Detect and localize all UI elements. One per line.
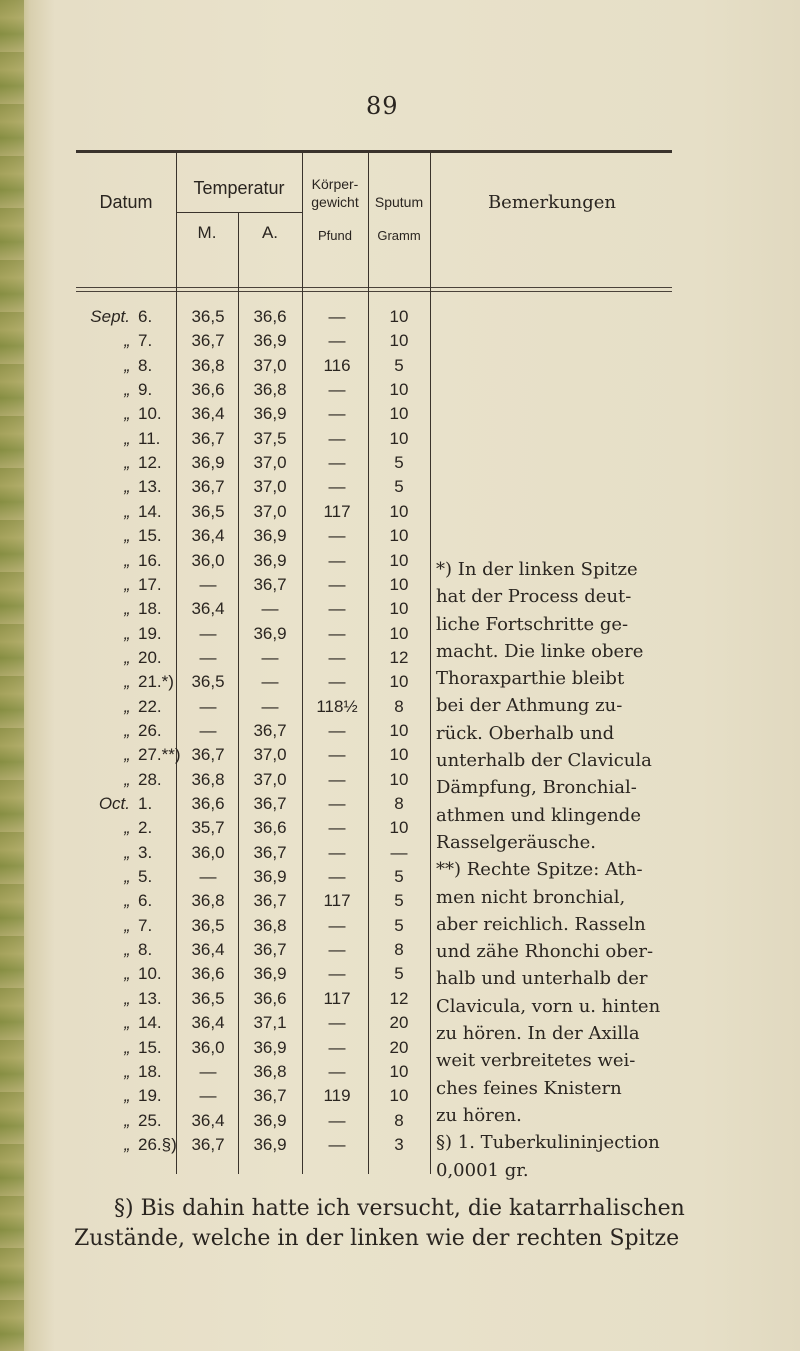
row-gewicht: —	[328, 1013, 346, 1033]
row-gewicht: —	[328, 307, 346, 326]
header-gewicht-unit: Pfund	[318, 228, 352, 243]
table-top-rule	[76, 150, 672, 153]
row-gewicht: 117	[323, 501, 351, 521]
row-month: „	[124, 1013, 130, 1033]
table-row	[0, 426, 800, 452]
row-temp-m: 36,7	[191, 1134, 225, 1154]
row-sputum: 10	[389, 1086, 409, 1106]
row-temp-m: 36,8	[191, 355, 225, 375]
row-temp-m: 36,0	[191, 1037, 225, 1057]
remarks-column	[436, 556, 682, 1184]
row-month: „	[124, 599, 130, 619]
row-month: „	[124, 696, 130, 716]
row-sputum: —	[390, 842, 408, 862]
row-sputum: 10	[389, 526, 409, 546]
row-temp-m: 36,9	[191, 453, 225, 473]
header-temp-m: M.	[197, 223, 217, 242]
row-temp-m: —	[199, 720, 217, 740]
row-month: Oct.	[98, 794, 130, 813]
row-sputum: 10	[389, 380, 409, 400]
row-temp-m: 36,4	[191, 404, 225, 424]
row-day: 15.	[138, 1037, 162, 1057]
row-temp-m: 36,4	[191, 599, 225, 619]
row-month: „	[124, 1110, 130, 1130]
row-temp-m: 36,5	[191, 501, 225, 521]
remark-line: und zähe Rhonchi ober-	[436, 941, 654, 963]
row-day: 12.	[138, 453, 162, 473]
row-sputum: 10	[389, 550, 409, 570]
row-day: 6.	[138, 891, 153, 911]
row-day: 9.	[138, 380, 153, 400]
row-gewicht: —	[328, 867, 346, 887]
row-month: „	[124, 818, 130, 838]
row-temp-m: 36,5	[191, 672, 225, 692]
row-gewicht: —	[328, 453, 346, 473]
header-bemerkungen: Bemerkungen	[487, 192, 617, 213]
row-day: 27.**)	[138, 745, 181, 765]
row-day: 8.	[138, 940, 153, 960]
row-gewicht: —	[328, 818, 346, 838]
row-gewicht: 119	[323, 1086, 351, 1106]
row-month: „	[124, 331, 130, 351]
row-day: 18.	[138, 1061, 162, 1081]
row-temp-a: 36,9	[253, 404, 287, 424]
row-temp-a: 36,7	[253, 720, 287, 740]
row-month: „	[124, 404, 130, 424]
row-gewicht: —	[328, 964, 346, 984]
row-month: „	[124, 940, 130, 960]
row-temp-m: 36,6	[191, 964, 225, 984]
remark-line: men nicht bronchial,	[436, 886, 626, 908]
row-temp-a: 36,7	[253, 1086, 287, 1106]
row-month: „	[124, 769, 130, 789]
row-gewicht: —	[328, 745, 346, 765]
row-temp-a: 37,0	[253, 501, 287, 521]
row-day: 25.	[138, 1110, 162, 1130]
row-temp-a: 37,0	[253, 769, 287, 789]
row-temp-m: —	[199, 574, 217, 594]
remark-line: liche Fortschritte ge-	[436, 613, 629, 635]
header-gewicht-line1: Körper-	[311, 176, 359, 192]
row-temp-m: —	[199, 1086, 217, 1106]
row-temp-m: 36,4	[191, 1110, 225, 1130]
row-day: 26.§)	[138, 1134, 177, 1154]
remark-line: hat der Process deut-	[436, 586, 632, 608]
row-gewicht: —	[328, 672, 346, 692]
remark-line: zu hören. In der Axilla	[436, 1023, 640, 1045]
row-gewicht: 116	[323, 355, 351, 375]
remark-line: weit verbreitetes wei-	[436, 1050, 636, 1072]
row-sputum: 10	[389, 599, 409, 619]
table-row	[0, 328, 800, 354]
footnote-line: §) Bis dahin hatte ich versucht, die katarrhalischen	[114, 1196, 685, 1221]
remark-line: bei der Athmung zu-	[436, 695, 623, 717]
row-month: „	[124, 647, 130, 667]
row-sputum: 10	[389, 428, 409, 448]
header-separator-rule	[76, 287, 672, 288]
row-gewicht: —	[328, 574, 346, 594]
row-gewicht: —	[328, 623, 346, 643]
row-temp-m: 36,0	[191, 550, 225, 570]
row-gewicht: 118½	[316, 696, 358, 716]
remark-line: halb und unterhalb der	[436, 968, 648, 990]
row-temp-a: —	[261, 672, 279, 692]
row-month: „	[124, 428, 130, 448]
row-gewicht: —	[328, 647, 346, 667]
row-temp-a: 36,7	[253, 842, 287, 862]
row-day: 1.	[138, 794, 153, 813]
row-month: „	[124, 355, 130, 375]
row-temp-a: 36,7	[253, 891, 287, 911]
row-sputum: 10	[389, 331, 409, 351]
row-day: 17.	[138, 574, 162, 594]
row-sputum: 5	[394, 867, 404, 887]
row-temp-m: —	[199, 867, 217, 887]
row-day: 2.	[138, 818, 153, 838]
row-temp-m: 36,5	[191, 307, 225, 326]
row-temp-m: 35,7	[191, 818, 225, 838]
row-month: „	[124, 891, 130, 911]
row-day: 7.	[138, 331, 153, 351]
row-gewicht: —	[328, 404, 346, 424]
row-gewicht: —	[328, 526, 346, 546]
row-temp-a: 36,8	[253, 915, 287, 935]
row-temp-a: 36,7	[253, 574, 287, 594]
row-gewicht: —	[328, 794, 346, 813]
page-number: 89	[366, 92, 399, 120]
row-sputum: 3	[394, 1134, 404, 1154]
remark-line: rück. Oberhalb und	[436, 722, 615, 744]
header-sputum: Sputum	[374, 194, 424, 210]
row-gewicht: —	[328, 550, 346, 570]
row-month: „	[124, 842, 130, 862]
row-day: 16.	[138, 550, 162, 570]
row-temp-m: 36,5	[191, 915, 225, 935]
row-month: „	[124, 1061, 130, 1081]
row-temp-m: 36,4	[191, 1013, 225, 1033]
row-temp-m: 36,8	[191, 769, 225, 789]
row-day: 28.	[138, 769, 162, 789]
row-temp-a: 36,9	[253, 526, 287, 546]
row-temp-m: 36,6	[191, 794, 225, 813]
row-temp-a: 37,0	[253, 355, 287, 375]
row-month: „	[124, 720, 130, 740]
footnote	[74, 1194, 694, 1254]
row-sputum: 20	[389, 1037, 409, 1057]
row-sputum: 8	[394, 794, 404, 813]
remark-line: **) Rechte Spitze: Ath-	[436, 859, 643, 881]
row-day: 3.	[138, 842, 153, 862]
remark-line: *) In der linken Spitze	[436, 559, 638, 580]
row-sputum: 8	[394, 940, 404, 960]
row-month: „	[124, 988, 130, 1008]
remark-line: zu hören.	[436, 1104, 522, 1126]
row-gewicht: 117	[323, 988, 351, 1008]
table-row	[0, 401, 800, 427]
table-row	[0, 304, 800, 330]
row-gewicht: —	[328, 769, 346, 789]
header-separator-rule-2	[76, 291, 672, 292]
row-temp-a: 36,9	[253, 1037, 287, 1057]
row-temp-m: 36,7	[191, 745, 225, 765]
row-temp-a: 36,9	[253, 867, 287, 887]
row-temp-a: 36,6	[253, 988, 287, 1008]
row-temp-a: 36,8	[253, 380, 287, 400]
row-gewicht: —	[328, 599, 346, 619]
row-temp-a: 37,1	[253, 1013, 287, 1033]
row-sputum: 10	[389, 501, 409, 521]
row-month: Sept.	[90, 307, 130, 326]
row-temp-m: —	[199, 647, 217, 667]
row-gewicht: —	[328, 428, 346, 448]
row-month: „	[124, 501, 130, 521]
row-day: 10.	[138, 964, 162, 984]
row-sputum: 10	[389, 672, 409, 692]
remark-line: aber reichlich. Rasseln	[436, 913, 646, 935]
row-month: „	[124, 1037, 130, 1057]
row-sputum: 5	[394, 915, 404, 935]
row-day: 5.	[138, 867, 153, 887]
row-month: „	[124, 1134, 130, 1154]
row-day: 13.	[138, 477, 162, 497]
row-temp-a: 36,6	[253, 307, 287, 326]
header-temp-a: A.	[261, 223, 279, 242]
row-sputum: 10	[389, 769, 409, 789]
remark-line: athmen und klingende	[436, 804, 641, 826]
table-row	[0, 450, 800, 476]
row-temp-a: 37,0	[253, 745, 287, 765]
row-temp-m: —	[199, 696, 217, 716]
row-sputum: 10	[389, 720, 409, 740]
row-gewicht: —	[328, 1110, 346, 1130]
row-temp-a: 36,9	[253, 623, 287, 643]
table-row	[0, 353, 800, 379]
row-sputum: 10	[389, 307, 409, 326]
row-gewicht: —	[328, 1061, 346, 1081]
remark-line: 0,0001 gr.	[436, 1159, 529, 1181]
row-temp-a: 36,8	[253, 1061, 287, 1081]
remark-line: ches feines Knistern	[436, 1077, 622, 1099]
row-temp-a: 36,6	[253, 818, 287, 838]
remark-line: Dämpfung, Bronchial-	[436, 777, 637, 799]
header-datum: Datum	[99, 192, 153, 212]
row-temp-a: 36,7	[253, 940, 287, 960]
row-gewicht: —	[328, 915, 346, 935]
row-sputum: 20	[389, 1013, 409, 1033]
row-day: 14.	[138, 1013, 162, 1033]
row-sputum: 5	[394, 453, 404, 473]
row-temp-a: 37,5	[253, 428, 287, 448]
row-sputum: 10	[389, 745, 409, 765]
row-day: 18.	[138, 599, 162, 619]
row-temp-m: 36,8	[191, 891, 225, 911]
row-day: 21.*)	[138, 672, 174, 692]
remark-line: macht. Die linke obere	[436, 640, 644, 662]
row-sputum: 12	[389, 647, 409, 667]
row-gewicht: —	[328, 380, 346, 400]
row-gewicht: —	[328, 331, 346, 351]
row-month: „	[124, 526, 130, 546]
remark-line: unterhalb der Clavicula	[436, 750, 652, 772]
row-gewicht: 117	[323, 891, 351, 911]
row-temp-a: 36,9	[253, 331, 287, 351]
row-month: „	[124, 964, 130, 984]
table-row	[0, 523, 800, 549]
row-temp-a: 36,7	[253, 794, 287, 813]
row-temp-a: —	[261, 647, 279, 667]
row-gewicht: —	[328, 842, 346, 862]
header-gewicht-line2: gewicht	[311, 194, 359, 210]
row-month: „	[124, 745, 130, 765]
row-temp-m: 36,5	[191, 988, 225, 1008]
row-month: „	[124, 453, 130, 473]
table-row	[0, 474, 800, 500]
row-temp-m: 36,7	[191, 477, 225, 497]
temperatur-subheader-rule	[176, 212, 302, 213]
row-day: 19.	[138, 1086, 162, 1106]
row-sputum: 10	[389, 623, 409, 643]
row-sputum: 5	[394, 964, 404, 984]
row-month: „	[124, 574, 130, 594]
row-month: „	[124, 867, 130, 887]
row-day: 19.	[138, 623, 162, 643]
header-sputum-unit: Gramm	[377, 228, 421, 243]
row-temp-a: 36,9	[253, 550, 287, 570]
row-temp-a: —	[261, 696, 279, 716]
row-temp-a: 36,9	[253, 1134, 287, 1154]
remark-line: Clavicula, vorn u. hinten	[436, 995, 661, 1017]
row-temp-m: 36,4	[191, 940, 225, 960]
row-temp-a: —	[261, 599, 279, 619]
row-temp-m: 36,7	[191, 428, 225, 448]
row-month: „	[124, 1086, 130, 1106]
row-sputum: 10	[389, 574, 409, 594]
row-temp-m: 36,4	[191, 526, 225, 546]
row-sputum: 5	[394, 891, 404, 911]
row-day: 26.	[138, 720, 162, 740]
row-sputum: 10	[389, 1061, 409, 1081]
row-temp-a: 37,0	[253, 453, 287, 473]
row-month: „	[124, 915, 130, 935]
row-day: 22.	[138, 696, 162, 716]
row-month: „	[124, 380, 130, 400]
row-month: „	[124, 477, 130, 497]
row-gewicht: —	[328, 1134, 346, 1154]
row-temp-m: —	[199, 1061, 217, 1081]
row-day: 10.	[138, 404, 162, 424]
remark-line: Rasselgeräusche.	[436, 831, 596, 853]
row-month: „	[124, 672, 130, 692]
remark-line: Thoraxparthie bleibt	[436, 668, 625, 690]
row-day: 8.	[138, 355, 153, 375]
row-sputum: 8	[394, 696, 404, 716]
row-temp-m: 36,0	[191, 842, 225, 862]
row-gewicht: —	[328, 477, 346, 497]
row-sputum: 12	[389, 988, 409, 1008]
row-sputum: 10	[389, 818, 409, 838]
row-day: 15.	[138, 526, 162, 546]
row-temp-m: 36,6	[191, 380, 225, 400]
table-row	[0, 377, 800, 403]
row-day: 14.	[138, 501, 162, 521]
row-month: „	[124, 623, 130, 643]
row-temp-m: —	[199, 623, 217, 643]
remark-line: §) 1. Tuberkulininjection	[436, 1132, 660, 1154]
row-day: 6.	[138, 307, 153, 326]
row-sputum: 10	[389, 404, 409, 424]
row-gewicht: —	[328, 720, 346, 740]
row-sputum: 5	[394, 355, 404, 375]
header-temperatur: Temperatur	[193, 178, 285, 198]
row-sputum: 5	[394, 477, 404, 497]
row-day: 7.	[138, 915, 153, 935]
row-sputum: 8	[394, 1110, 404, 1130]
row-gewicht: —	[328, 940, 346, 960]
row-gewicht: —	[328, 1037, 346, 1057]
row-temp-a: 37,0	[253, 477, 287, 497]
row-day: 11.	[138, 428, 161, 448]
table-row	[0, 499, 800, 525]
row-month: „	[124, 550, 130, 570]
row-day: 13.	[138, 988, 162, 1008]
row-temp-a: 36,9	[253, 964, 287, 984]
row-day: 20.	[138, 647, 162, 667]
row-temp-a: 36,9	[253, 1110, 287, 1130]
row-temp-m: 36,7	[191, 331, 225, 351]
footnote-line: Zustände, welche in der linken wie der rechten Spitze	[74, 1226, 680, 1251]
